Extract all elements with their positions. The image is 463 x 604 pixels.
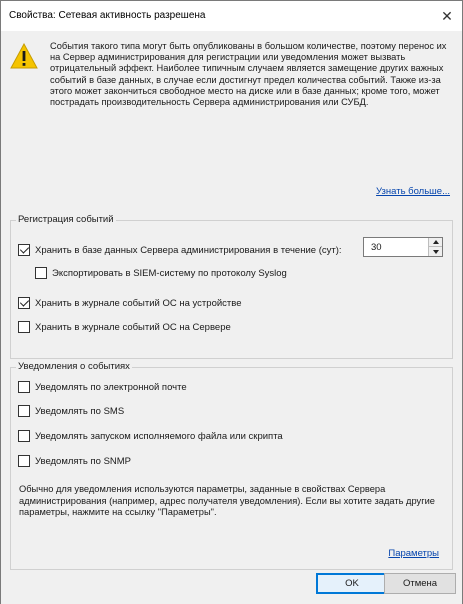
stepper-down-button[interactable]	[429, 247, 442, 256]
notify-snmp-checkbox[interactable]	[18, 455, 131, 467]
notify-email-label: Уведомлять по электронной почте	[35, 381, 187, 393]
days-stepper[interactable]	[363, 237, 443, 257]
store-in-db-checkbox[interactable]	[18, 244, 342, 256]
export-siem-checkbox[interactable]	[35, 267, 287, 279]
close-button[interactable]	[432, 1, 462, 31]
notify-sms-checkbox-box[interactable]	[18, 405, 30, 417]
store-in-db-checkbox-box[interactable]	[18, 244, 30, 256]
notify-sms-checkbox[interactable]	[18, 405, 124, 417]
days-value[interactable]: 30	[371, 242, 382, 253]
chevron-up-icon	[433, 240, 439, 244]
cancel-button[interactable]: Отмена	[384, 573, 456, 594]
notifications-group-title: Уведомления о событиях	[18, 361, 130, 372]
days-stepper-buttons	[428, 238, 442, 256]
ok-button[interactable]: OK	[316, 573, 388, 594]
parameters-link[interactable]: Параметры	[388, 548, 439, 559]
store-in-db-label: Хранить в базе данных Сервера администрирования в течение (сут):	[35, 244, 342, 256]
notify-exec-checkbox-box[interactable]	[18, 430, 30, 442]
notify-email-checkbox-box[interactable]	[18, 381, 30, 393]
chevron-down-icon	[433, 250, 439, 254]
notify-email-checkbox[interactable]	[18, 381, 187, 393]
title-bar	[1, 1, 462, 31]
dialog-content	[1, 31, 462, 604]
notify-snmp-checkbox-box[interactable]	[18, 455, 30, 467]
export-siem-checkbox-box[interactable]	[35, 267, 47, 279]
store-os-server-checkbox-box[interactable]	[18, 321, 30, 333]
registration-group-title: Регистрация событий	[18, 214, 114, 225]
notifications-group	[10, 361, 453, 570]
store-os-server-checkbox[interactable]	[18, 321, 231, 333]
window-title: Свойства: Сетевая активность разрешена	[9, 10, 206, 21]
notify-sms-label: Уведомлять по SMS	[35, 405, 125, 417]
store-os-server-label: Хранить в журнале событий ОС на Сервере	[35, 321, 231, 333]
learn-more-link[interactable]: Узнать больше...	[376, 186, 450, 197]
warning-icon	[10, 43, 38, 69]
close-icon: ✕	[441, 7, 453, 24]
stepper-up-button[interactable]	[429, 238, 442, 247]
store-os-device-checkbox[interactable]	[18, 297, 241, 309]
export-siem-label: Экспортировать в SIEM-систему по протоколу Syslog	[52, 267, 287, 279]
store-os-device-label: Хранить в журнале событий ОС на устройстве	[35, 297, 242, 309]
notify-exec-label: Уведомлять запуском исполняемого файла или скрипта	[35, 430, 283, 442]
warning-message: События такого типа могут быть опубликованы в большом количестве, поэтому перенос их на Сервер администрирования для регистрации или уведомления может вызвать отрицательный эффект. Наиболее типичным случаем является замещение других важных событий в базе данных, в случае если достигнут предел количества событий. Также из-за этого может закончиться свободное место на диске или в базе данных; кроме того, может пострадать производительность Сервера администрирования или СУБД.	[50, 41, 447, 108]
notify-exec-checkbox[interactable]	[18, 430, 283, 442]
store-os-device-checkbox-box[interactable]	[18, 297, 30, 309]
notify-snmp-label: Уведомлять по SNMP	[35, 455, 132, 467]
notifications-info-text: Обычно для уведомления используются параметры, заданные в свойствах Сервера администрирования (например, адрес получателя уведомления). Если вы хотите задать другие параметры, нажмите на ссылку "Параметры".	[19, 484, 435, 518]
